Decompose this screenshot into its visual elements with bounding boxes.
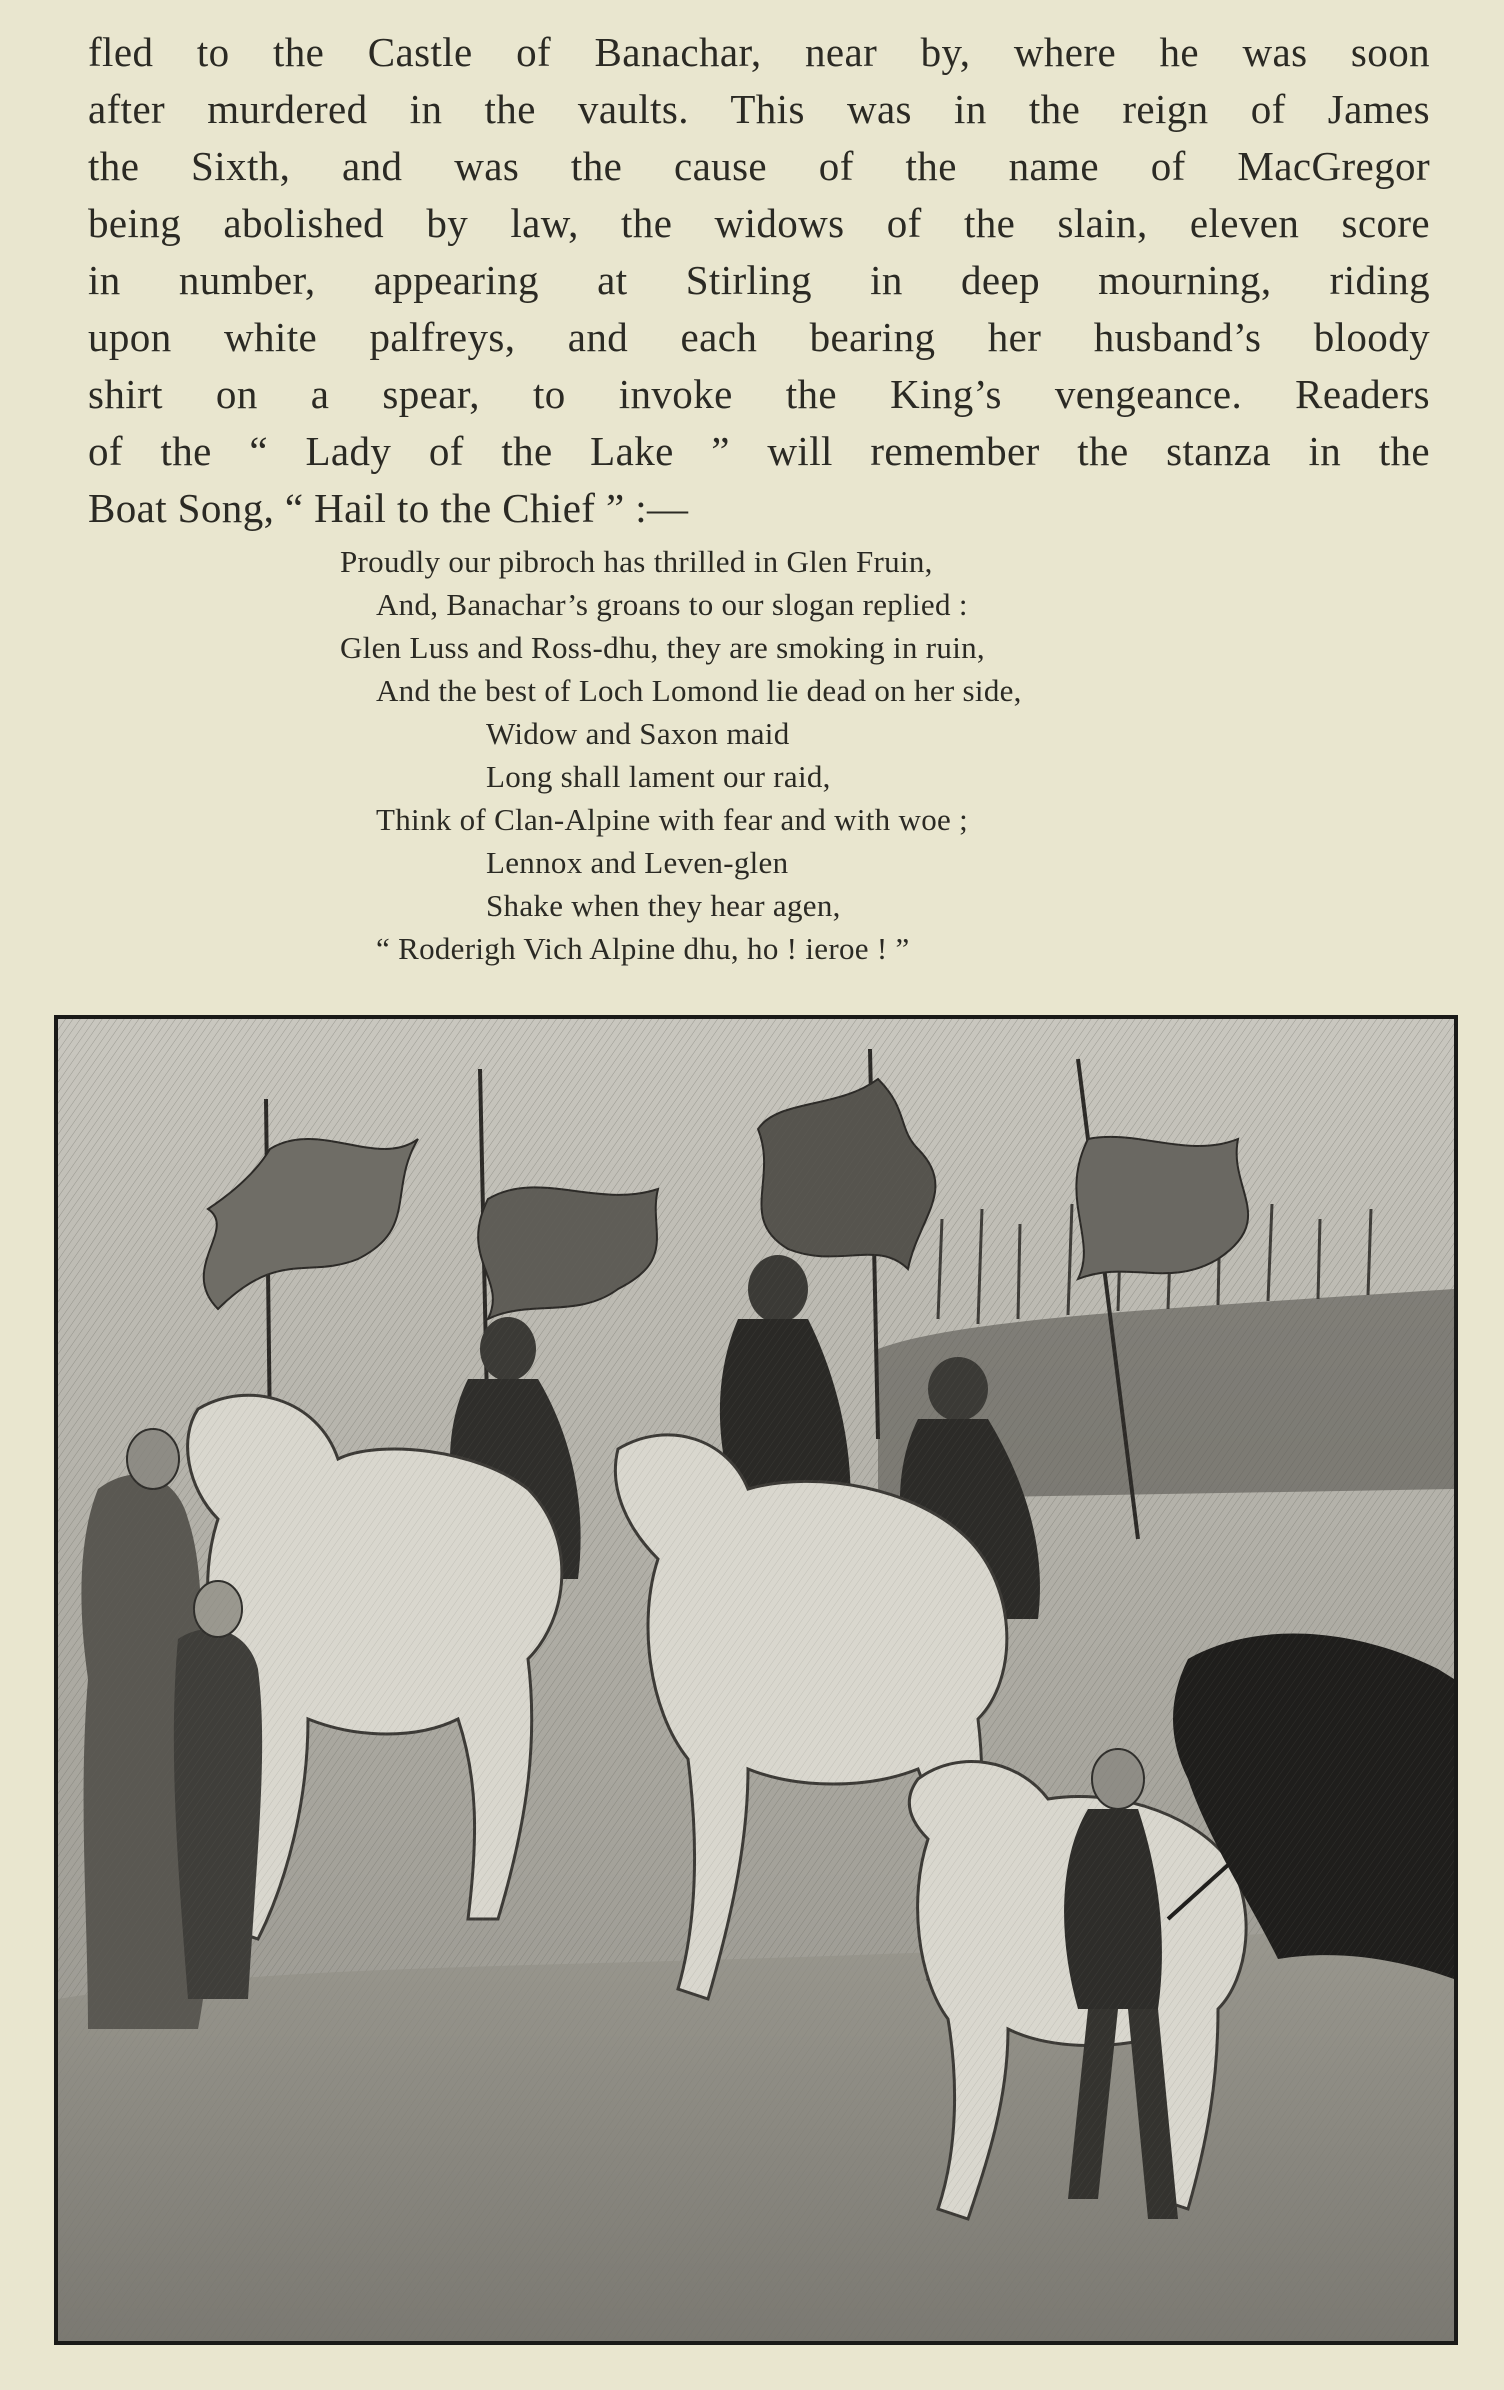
poem-line: “ Roderigh Vich Alpine dhu, ho ! ieroe ! ”	[376, 931, 910, 966]
text-line: of the “ Lady of the Lake ” will remember the stanza in the	[88, 428, 1430, 474]
poem-line: Shake when they hear agen,	[486, 888, 841, 923]
poem-line: Glen Luss and Ross-dhu, they are smoking in ruin,	[340, 630, 985, 665]
poem-line: Lennox and Leven-glen	[486, 845, 789, 880]
poem-stanza	[340, 540, 1160, 970]
poem-line: And, Banachar’s groans to our slogan replied :	[376, 587, 968, 622]
poem-line: Widow and Saxon maid	[486, 716, 790, 751]
procession-illustration	[54, 1015, 1458, 2345]
poem-line: And the best of Loch Lomond lie dead on her side,	[376, 673, 1022, 708]
text-line: in number, appearing at Stirling in deep mourning, riding	[88, 257, 1430, 303]
poem-line: Think of Clan-Alpine with fear and with woe ;	[376, 802, 969, 837]
poem-line: Long shall lament our raid,	[486, 759, 831, 794]
text-line: shirt on a spear, to invoke the King’s vengeance. Readers	[88, 371, 1430, 417]
text-line: the Sixth, and was the cause of the name of MacGregor	[88, 143, 1430, 189]
poem-line: Proudly our pibroch has thrilled in Glen Fruin,	[340, 544, 933, 579]
body-text	[88, 24, 1430, 537]
text-line: fled to the Castle of Banachar, near by, where he was soon	[88, 29, 1430, 75]
illustration-drawing	[58, 1019, 1454, 2341]
text-line: after murdered in the vaults. This was in the reign of James	[88, 86, 1430, 132]
text-line: being abolished by law, the widows of the slain, eleven score	[88, 200, 1430, 246]
text-line: Boat Song, “ Hail to the Chief ” :—	[88, 485, 689, 531]
text-line: upon white palfreys, and each bearing her husband’s bloody	[88, 314, 1430, 360]
